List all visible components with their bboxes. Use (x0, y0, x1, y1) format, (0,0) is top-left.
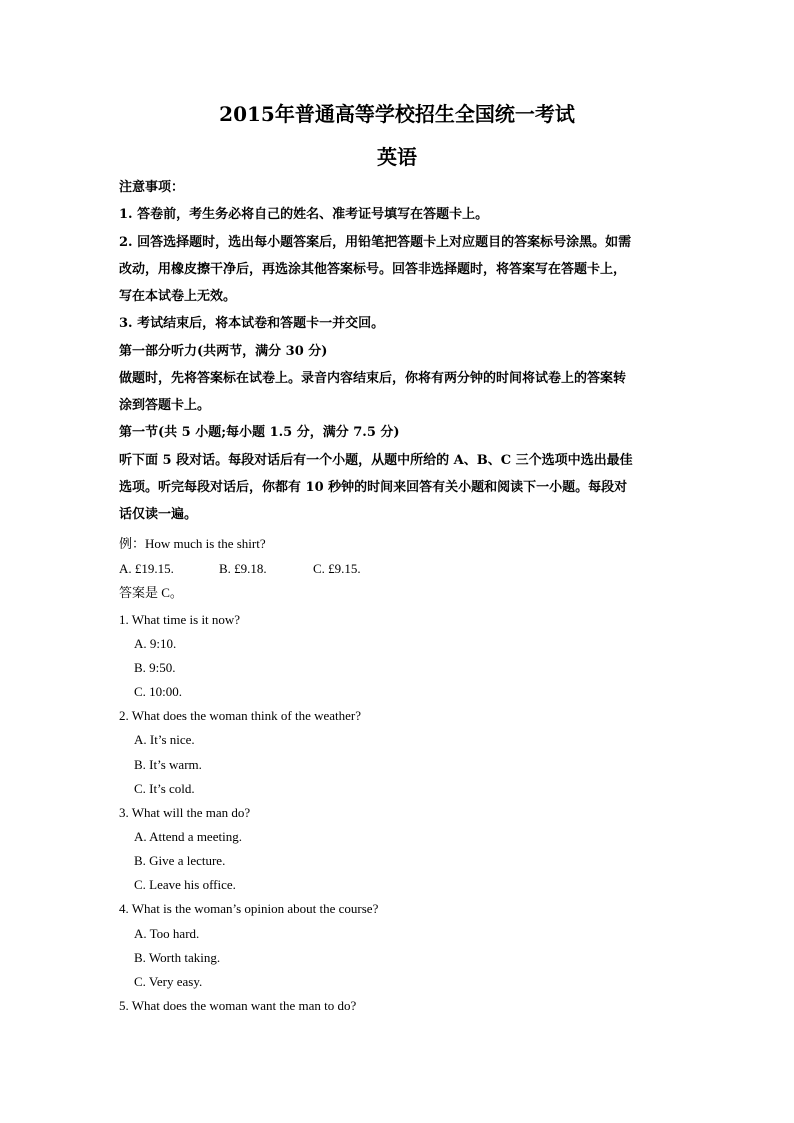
example-option-a: A. £19.15. (119, 561, 174, 576)
notice-line: 改动，用橡皮擦干净后，再选涂其他答案标号。回答非选择题时，将答案写在答题卡上， (119, 262, 627, 277)
notice-line: 2. 回答选择题时，选出每小题答案后，用铅笔把答题卡上对应题目的答案标号涂黑。如需 (119, 235, 632, 250)
question-2-option-a: A. It’s nice. (134, 732, 195, 747)
part1-instruction: 做题时，先将答案标在试卷上。录音内容结束后，你将有两分钟的时间将试卷上的答案转 (119, 371, 627, 386)
example-option-c: C. £9.15. (313, 561, 361, 576)
question-5: 5. What does the woman want the man to do? (119, 998, 357, 1013)
question-1: 1. What time is it now? (119, 612, 241, 627)
section1-heading: 第一节(共 5 小题;每小题 1.5 分，满分 7.5 分) (119, 425, 400, 440)
question-3-option-a: A. Attend a meeting. (134, 829, 242, 844)
question-2: 2. What does the woman think of the weather? (119, 708, 361, 723)
question-3-option-b: B. Give a lecture. (134, 853, 226, 868)
question-1-option-a: A. 9:10. (134, 636, 177, 651)
question-2-option-b: B. It’s warm. (134, 757, 202, 772)
notice-line: 写在本试卷上无效。 (119, 289, 237, 304)
example-option-b: B. £9.18. (219, 561, 267, 576)
question-1-option-c: C. 10:00. (134, 684, 183, 699)
exam-title: 2015年普通高等学校招生全国统一考试 (219, 102, 575, 126)
question-2-option-c: C. It’s cold. (134, 781, 195, 796)
question-3-option-c: C. Leave his office. (134, 877, 236, 892)
example-answer: 答案是 C。 (119, 585, 183, 600)
question-1-option-b: B. 9:50. (134, 660, 176, 675)
question-4: 4. What is the woman’s opinion about the course? (119, 901, 379, 916)
question-4-option-b: B. Worth taking. (134, 950, 221, 965)
notice-line: 1. 答卷前，考生务必将自己的姓名、准考证号填写在答题卡上。 (119, 207, 489, 222)
section1-instruction: 话仅读一遍。 (119, 507, 198, 522)
question-4-option-a: A. Too hard. (134, 926, 200, 941)
question-3: 3. What will the man do? (119, 805, 251, 820)
subject-title: 英语 (377, 145, 417, 169)
notice-line: 3. 考试结束后，将本试卷和答题卡一并交回。 (119, 316, 385, 331)
example-question: 例：How much is the shirt? (119, 536, 266, 551)
question-4-option-c: C. Very easy. (134, 974, 203, 989)
section1-instruction: 听下面 5 段对话。每段对话后有一个小题，从题中所给的 A、B、C 三个选项中选出最佳 (119, 453, 633, 468)
part1-instruction: 涂到答题卡上。 (119, 398, 211, 413)
section1-instruction: 选项。听完每段对话后，你都有 10 秒钟的时间来回答有关小题和阅读下一小题。每段对 (119, 480, 628, 495)
part1-heading: 第一部分听力(共两节，满分 30 分) (119, 344, 328, 359)
notice-heading: 注意事项： (119, 180, 185, 195)
